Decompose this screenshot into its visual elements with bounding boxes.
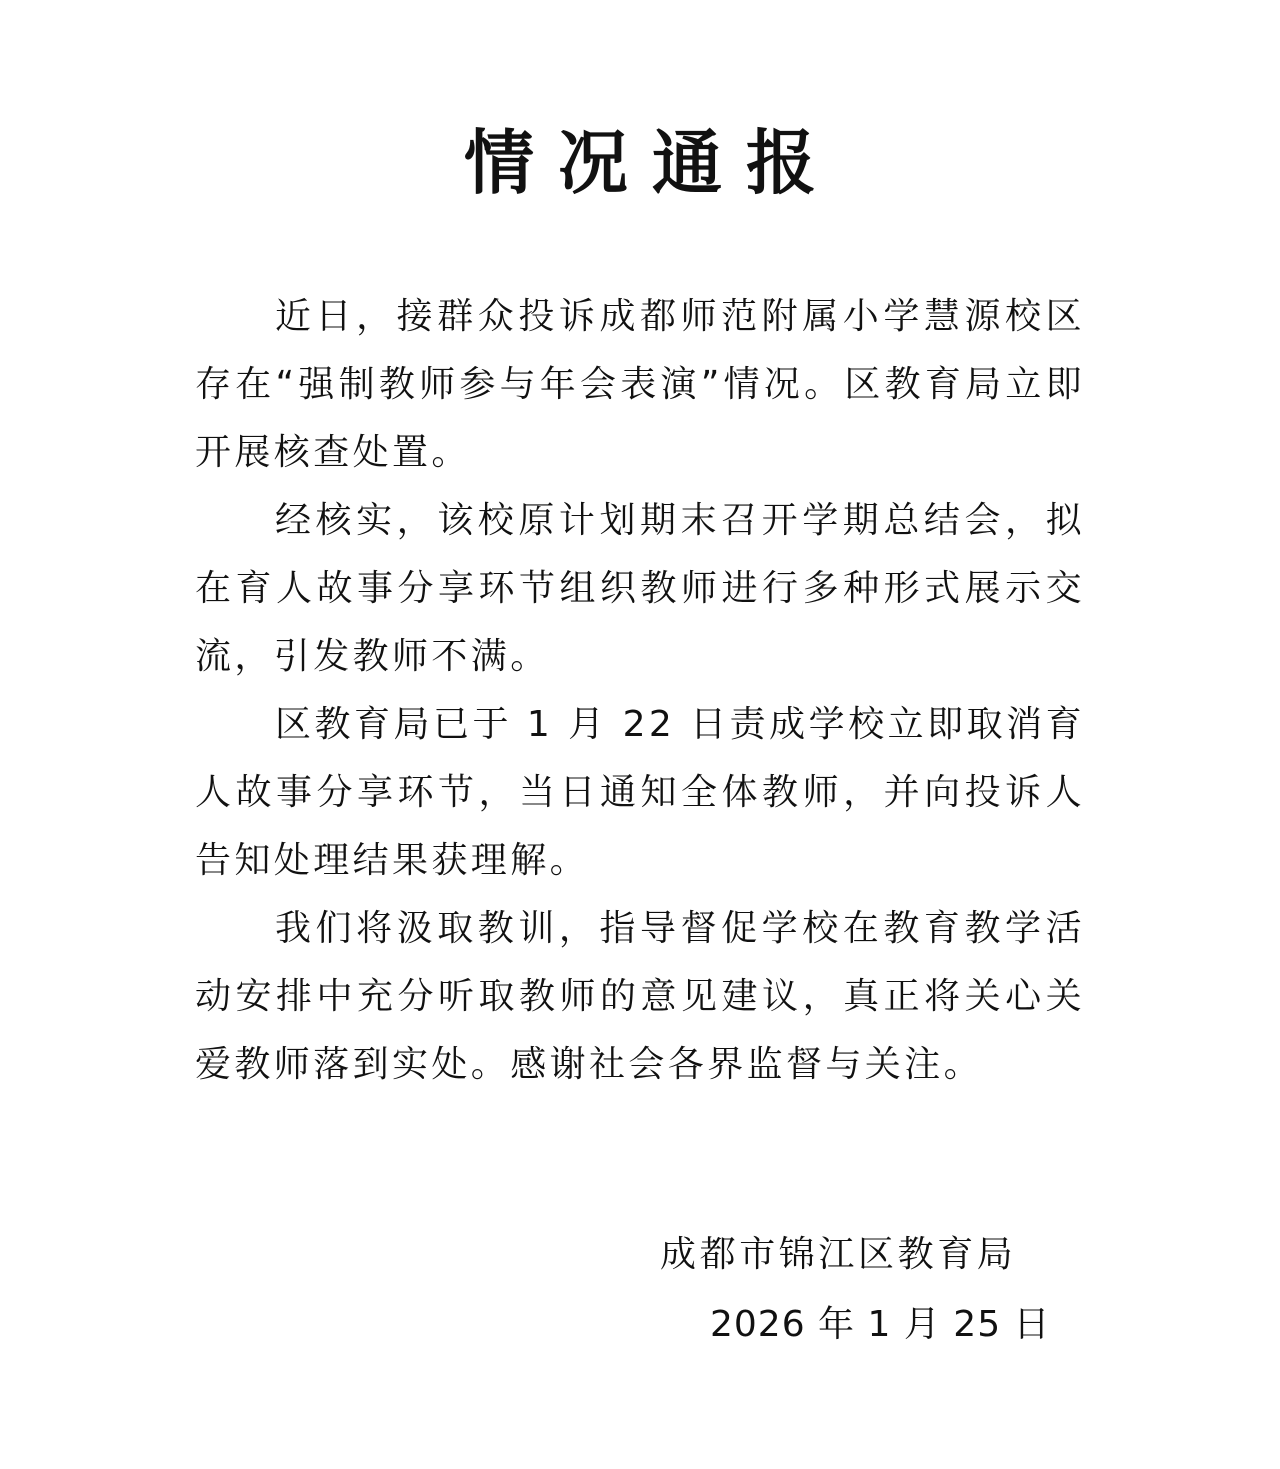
paragraph-3: 区教育局已于 1 月 22 日责成学校立即取消育人故事分享环节，当日通知全体教师，并向投诉人告知处理结果获理解。	[195, 704, 1085, 881]
notice-body	[195, 283, 1085, 1099]
paragraph-2: 经核实，该校原计划期末召开学期总结会，拟在育人故事分享环节组织教师进行多种形式展示交流，引发教师不满。	[195, 500, 1085, 677]
issue-date: 2026 年 1 月 25 日	[710, 1304, 1051, 1345]
issuer-signature: 成都市锦江区教育局	[660, 1234, 1017, 1275]
paragraph-4: 我们将汲取教训，指导督促学校在教育教学活动安排中充分听取教师的意见建议，真正将关心关爱教师落到实处。感谢社会各界监督与关注。	[195, 908, 1085, 1085]
page-title: 情况通报	[464, 121, 840, 204]
paragraph-1: 近日，接群众投诉成都师范附属小学慧源校区存在“强制教师参与年会表演”情况。区教育局立即开展核查处置。	[195, 296, 1085, 473]
